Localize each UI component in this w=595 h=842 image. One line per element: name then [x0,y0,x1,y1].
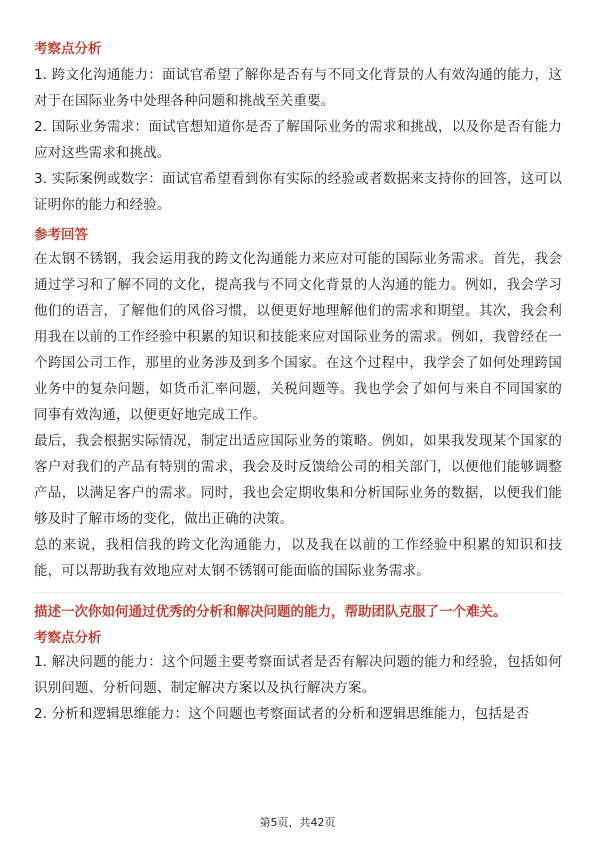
section-title-analysis: 考察点分析 [34,41,102,57]
analysis2-item-1: 1. 解决问题的能力：这个问题主要考察面试者是否有解决问题的能力和经验，包括如何识别问题、分析问题、制定解决方案以及执行解决方案。 [34,654,562,696]
page-number: 第5页，共42页 [259,816,336,829]
analysis2-item-2: 2. 分析和逻辑思维能力：这个问题也考察面试者的分析和逻辑思维能力，包括是否 [34,706,530,722]
section-divider [34,592,562,593]
document-page [34,34,562,727]
answer-paragraph-1: 在太钢不锈钢，我会运用我的跨文化沟通能力来应对可能的国际业务需求。首先，我会通过学习和了解不同的文化，提高我与不同文化背景的人沟通的能力。例如，我会学习他们的语言，了解他们的风俗习惯，以便更好地理解他们的需求和期望。其次，我会利用我在以前的工作经验中积累的知识和技能来应对国际业务的需求。例如，我曾经在一个跨国公司工作，那里的业务涉及到多个国家。在这个过程中，我学会了如何处理跨国业务中的复杂问题，如货币汇率问题，关税问题等。我也学会了如何与来自不同国家的同事有效沟通，以便更好地完成工作。 [34,251,562,423]
section-title-reference-answer: 参考回答 [34,227,88,243]
analysis-item-2: 2. 国际业务需求：面试官想知道你是否了解国际业务的需求和挑战，以及你是否有能力应对这些需求和挑战。 [34,119,562,161]
analysis-item-3: 3. 实际案例或数字：面试官希望看到你有实际的经验或者数据来支持你的回答，这可以证明你的能力和经验。 [34,171,562,213]
section-title-analysis-2: 考察点分析 [34,630,102,646]
interview-question: 描述一次你如何通过优秀的分析和解决问题的能力，帮助团队克服了一个难关。 [34,604,507,620]
analysis-item-1: 1. 跨文化沟通能力：面试官希望了解你是否有与不同文化背景的人有效沟通的能力，这对于在国际业务中处理各种问题和挑战至关重要。 [34,67,562,109]
answer-paragraph-2: 最后，我会根据实际情况，制定出适应国际业务的策略。例如，如果我发现某个国家的客户对我们的产品有特别的需求，我会及时反馈给公司的相关部门，以便他们能够调整产品，以满足客户的需求。同时，我也会定期收集和分析国际业务的数据，以便我们能够及时了解市场的变化，做出正确的决策。 [34,433,562,527]
answer-paragraph-3: 总的来说，我相信我的跨文化沟通能力，以及我在以前的工作经验中积累的知识和技能，可以帮助我有效地应对太钢不锈钢可能面临的国际业务需求。 [34,537,562,579]
